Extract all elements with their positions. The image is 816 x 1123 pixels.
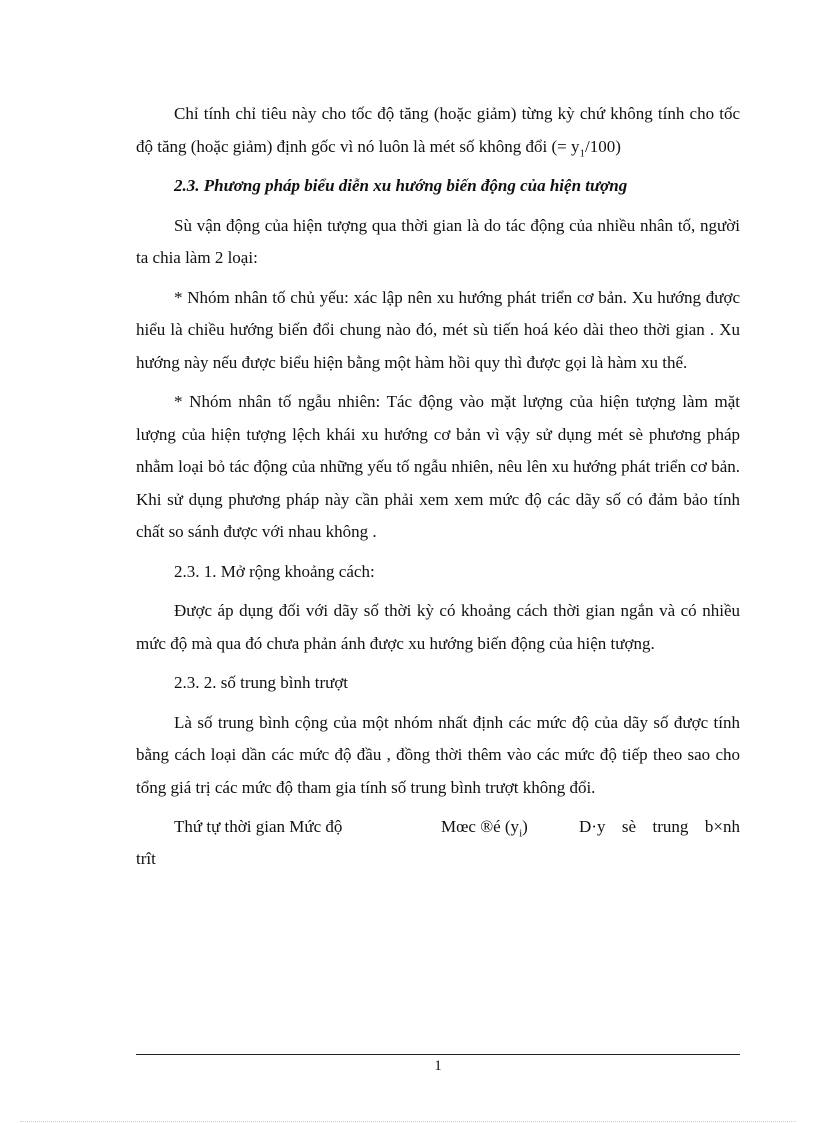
paragraph-5: Được áp dụng đối với dãy số thời kỳ có khoảng cách thời gian ngắn và có nhiều mức độ mà qua đó chưa phản ánh được xu hướng biến động của hiện tượng. [136,601,740,653]
table-header-row-wrap [136,843,740,875]
paragraph-1-text: Chỉ tính chỉ tiêu này cho tốc độ tăng (hoặc giảm) từng kỳ chứ không tính cho tốc độ tăng (hoặc giảm) định gốc vì nó luôn là mét số không đổi (= [136,104,740,156]
table-header-col2: Mœc ®é $(y_i)$ [441,817,528,840]
paragraph-3: * Nhóm nhân tố chủ yếu: xác lập nên xu hướng phát triển cơ bản. Xu hướng được hiểu là chiều hướng biến đổi chung nào đó, mét sù tiến hoá kéo dài theo thời gian . Xu hướng này nếu được biểu hiện bằng một hàm hồi quy thì được gọi là hàm xu thế. [136,287,740,372]
table-header-col3: D·y sè trung b×nh [579,817,740,836]
table-header-col3-wrap: trît [136,849,156,868]
page-bottom-border [20,1121,796,1122]
subsection-heading-1: 2.3. 1. Mở rộng khoảng cách: [174,561,375,581]
table-header-row [136,811,740,843]
paragraph-4: * Nhóm nhân tố ngẫu nhiên: Tác động vào mặt lượng của hiện tượng làm mặt lượng của hiện tượng lệch khái xu hướng cơ bản vì vậy sử dụng mét sè phương pháp nhằm loại bỏ tác động của những yếu tố ngẫu nhiên, nêu lên xu hướng phát triển cơ bản. Khi sử dụng phương pháp này cần phải xem xem mức độ các dãy số có đảm bảo tính chất so sánh được với nhau không . [136,392,740,541]
y-symbol: y [571,136,580,156]
paragraph-1-tail: /100) [585,136,621,156]
section-heading: 2.3. Phương pháp biểu diễn xu hướng biến động của hiện tượng [174,176,628,195]
page-body [136,98,740,875]
page-number: 1 [434,1058,442,1074]
paragraph-2: Sù vận động của hiện tượng qua thời gian là do tác động của nhiều nhân tố, người ta chia làm 2 loại: [136,215,740,267]
paragraph-6: Là số trung bình cộng của một nhóm nhất định các mức độ của dãy số được tính bằng cách loại dần các mức độ đầu , đồng thời thêm vào các mức độ tiếp theo sao cho tổng giá trị các mức độ tham gia tính số trung bình trượt không đổi. [136,712,740,797]
subsection-heading-2: 2.3. 2. số trung bình trượt [174,673,349,692]
y-subscript: 1 [579,146,585,159]
paragraph-1 [136,98,740,163]
table-header-col1: Thứ tự thời gian Mức độ [174,817,343,836]
footer-divider [136,1054,740,1055]
i-subscript: i [519,827,523,840]
